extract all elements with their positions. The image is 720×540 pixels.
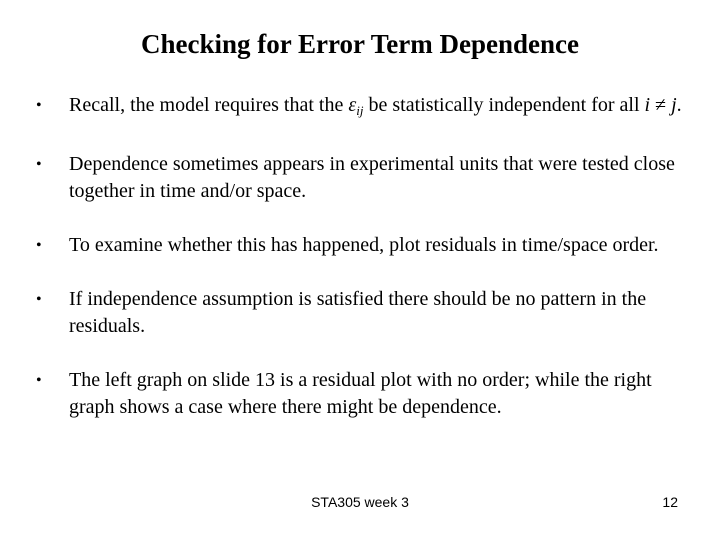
bullet-item xyxy=(36,286,686,340)
bullet-text: Dependence sometimes appears in experimental units that were tested close together in time and/or space. xyxy=(69,153,675,202)
bullet-text: Recall, the model requires that the $\varepsilon_{ij}$ be statistically independent for all i ≠ j. xyxy=(69,94,682,118)
bullet-list xyxy=(36,92,686,448)
bullet-text: The left graph on slide 13 is a residual plot with no order; while the right graph shows a case where there might be dependence. xyxy=(69,369,652,418)
bullet-item xyxy=(36,367,686,421)
bullet-text: If independence assumption is satisfied there should be no pattern in the residuals. xyxy=(69,288,647,337)
bullet-item xyxy=(36,232,686,259)
bullet-item xyxy=(36,92,686,124)
slide-title: Checking for Error Term Dependence xyxy=(141,29,579,59)
bullet-dot-icon: • xyxy=(36,156,42,173)
footer-course-label: STA305 week 3 xyxy=(311,494,409,510)
bullet-dot-icon: • xyxy=(36,291,42,308)
bullet-item xyxy=(36,151,686,205)
footer-page-number: 12 xyxy=(662,494,678,510)
bullet-dot-icon: • xyxy=(36,372,42,389)
bullet-dot-icon: • xyxy=(36,97,42,114)
bullet-dot-icon: • xyxy=(36,237,42,254)
bullet-text: To examine whether this has happened, plot residuals in time/space order. xyxy=(69,234,659,256)
